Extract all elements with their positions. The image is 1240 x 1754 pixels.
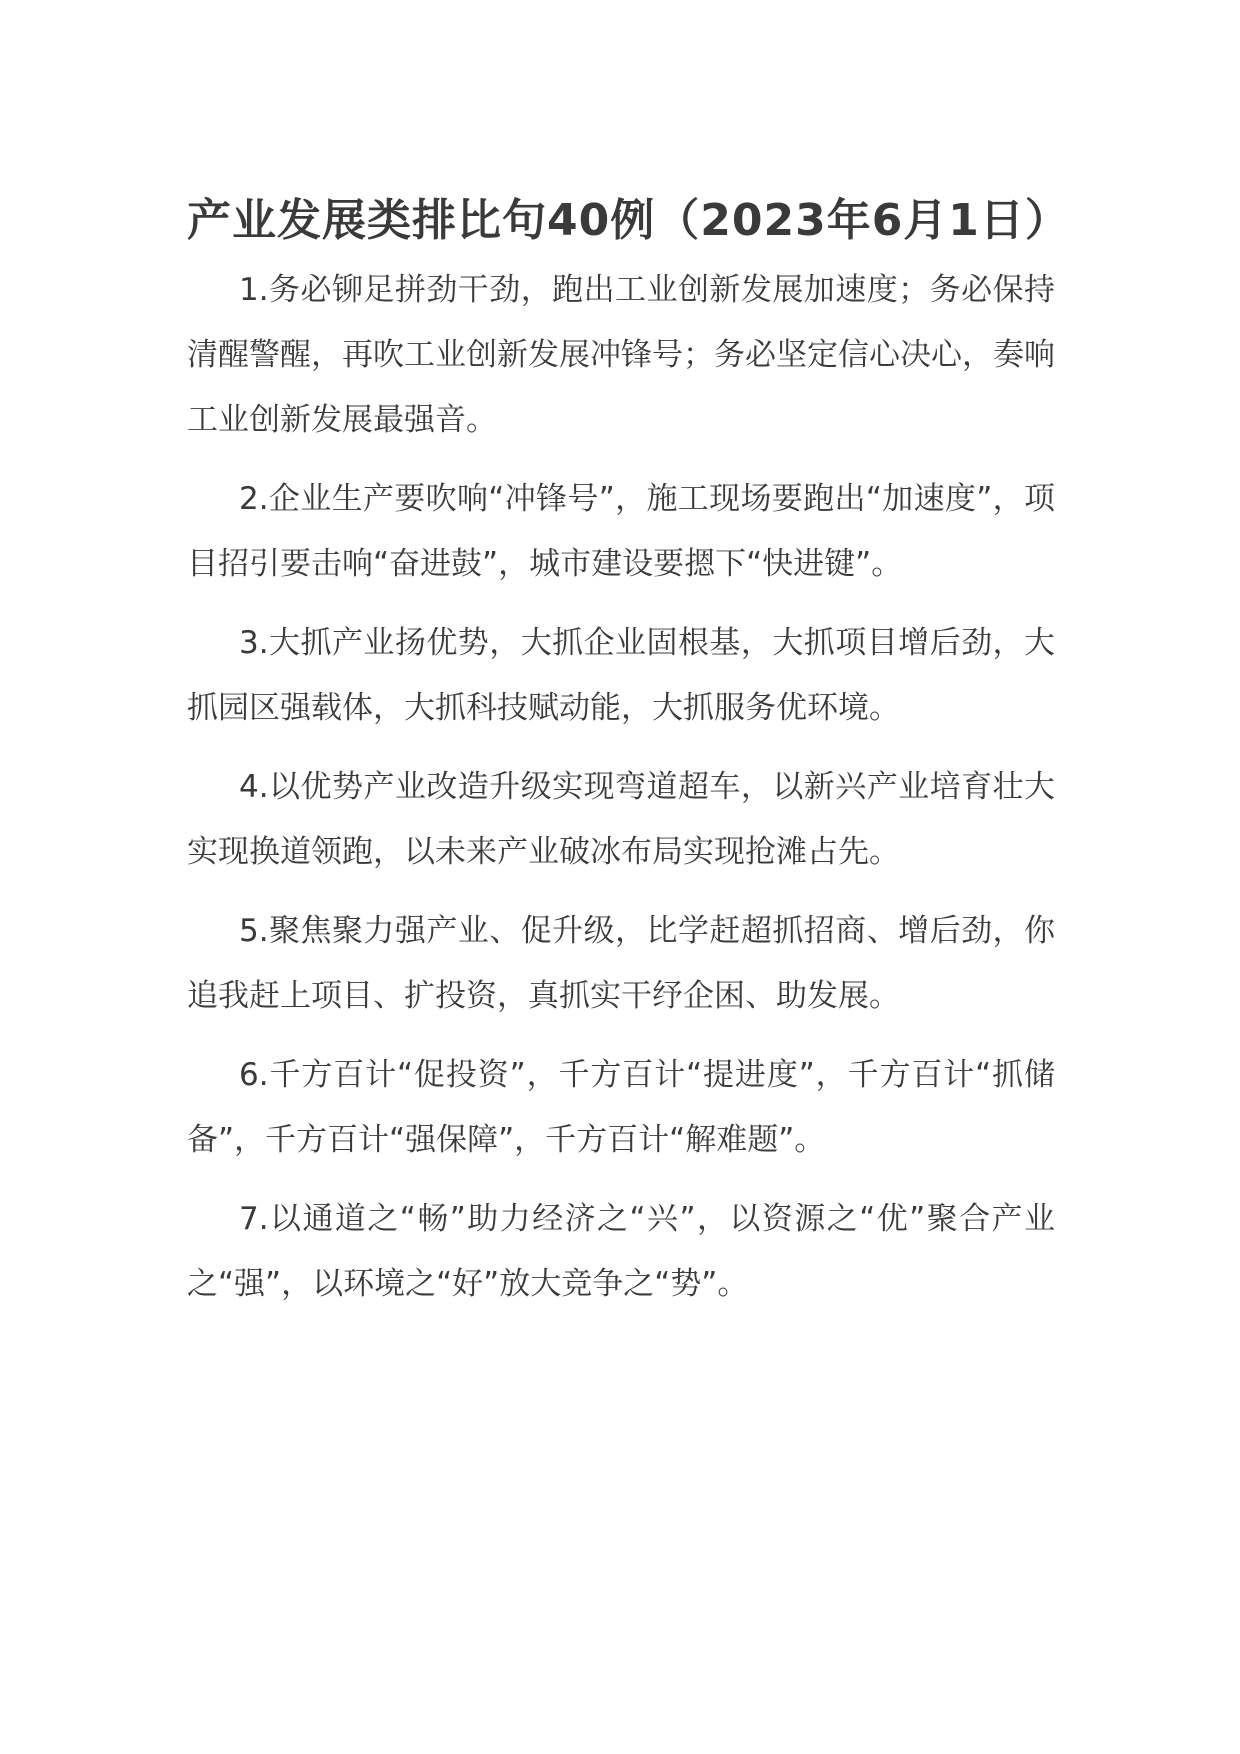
paragraph-7: 7.以通道之“畅”助力经济之“兴”，以资源之“优”聚合产业之“强”，以环境之“好”放大竞争之“势”。 [187,1201,1055,1302]
paragraph-5: 5.聚焦聚力强产业、促升级，比学赶超抓招商、增后劲，你追我赶上项目、扩投资，真抓实干纾企困、助发展。 [187,913,1055,1014]
paragraph-list [187,258,1055,1317]
paragraph-4: 4.以优势产业改造升级实现弯道超车，以新兴产业培育壮大实现换道领跑，以未来产业破冰布局实现抢滩占先。 [187,769,1055,870]
document-body [187,188,1070,1331]
paragraph-3: 3.大抓产业扬优势，大抓企业固根基，大抓项目增后劲，大抓园区强载体，大抓科技赋动能，大抓服务优环境。 [187,625,1055,726]
paragraph-6: 6.千方百计“促投资”，千方百计“提进度”，千方百计“抓储备”，千方百计“强保障”，千方百计“解难题”。 [187,1057,1055,1158]
paragraph-1: 1.务必铆足拼劲干劲，跑出工业创新发展加速度；务必保持清醒警醒，再吹工业创新发展冲锋号；务必坚定信心决心，奏响工业创新发展最强音。 [187,272,1055,438]
document-title: 产业发展类排比句40例（2023年6月1日） [187,195,1070,246]
paragraph-2: 2.企业生产要吹响“冲锋号”，施工现场要跑出“加速度”，项目招引要击响“奋进鼓”，城市建设要摁下“快进键”。 [187,481,1055,582]
